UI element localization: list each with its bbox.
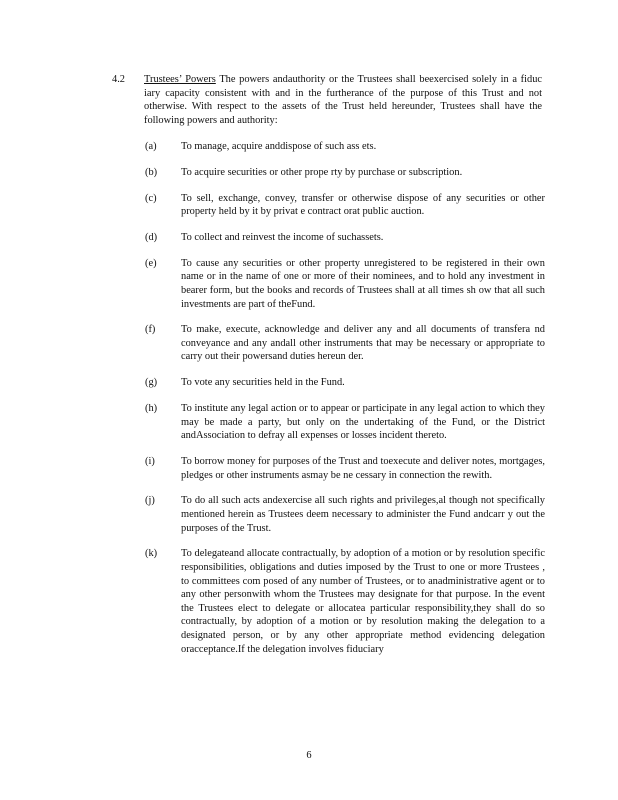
list-item-text: To vote any securities held in the Fund. [181,377,345,389]
list-item-text: To collect and reinvest the income of suchassets. [181,231,384,243]
list-item-text: To make, execute, acknowledge and deliver any and all documents of transfera nd conveyance and any andall other instruments that may be necessary or appropriate to carry out their powersand duties hereun der. [181,324,545,363]
list-item-label: (h) [145,403,158,415]
list-item [145,547,545,656]
list-item-text: To sell, exchange, convey, transfer or otherwise dispose of any securities or other property held by it by privat e contract orat public auction. [181,192,545,218]
list-item [145,376,545,390]
page-number: 6 [306,750,312,761]
section-intro-text: The powers andauthority or the Trustees shall beexercised solely in a fiduc iary capacity consistent with and in the furtherance of the purpose of this Trust and not otherwise. With respect to the assets of the Trust held hereunder, Trustees shall have the following powers and authority: [144,74,542,126]
list-item-label: (g) [145,377,158,389]
section-title: Trustees’ Powers [144,74,216,85]
list-item-text: To do all such acts andexercise all such rights and privileges,al though not specifically mentioned herein as Trustees deem necessary to administer the Fund andcarr y out the purposes of the Trust. [181,495,545,534]
section-intro-paragraph [144,73,542,127]
list-item [145,257,545,311]
list-item-label: (d) [145,231,158,243]
list-item-text: To delegateand allocate contractually, by adoption of a motion or by resolution specific responsibilities, obligations and duties imposed by the Trust to one or more Trustees , to committees com posed of any number of Trustees, or to anadministrative agent or to any other personwith whom the Trustees may designate for that purpose. In the event the Trustees elect to delegate or allocatea particular responsibility,they shall do so contractually, by adoption of a motion or by resolution making the delegation to a designated person, or by any other appropriate method evidencing delegation oracceptance.If the delegation involves fiduciary [181,548,545,655]
list-item [145,192,545,219]
list-item-label: (k) [145,548,158,560]
list-item-label: (b) [145,166,158,178]
section-number: 4.2 [112,74,125,85]
list-item-label: (f) [145,324,156,336]
list-item [145,402,545,443]
powers-list [145,140,545,668]
list-item-text: To cause any securities or other property unregistered to be registered in their own name or in the name of one or more of their nominees, and to hold any investment in bearer form, but the books and records of Trustees shall at all times sh ow that all such investments are part of theFund. [181,257,545,310]
list-item-text: To institute any legal action or to appear or participate in any legal action to which they may be made a party, but only on the undertaking of the Fund, or the District andAssociation to defray all expenses or losses incident thereto. [181,403,545,442]
list-item-label: (c) [145,192,157,204]
list-item [145,455,545,482]
list-item [145,140,545,154]
list-item-label: (e) [145,257,157,269]
list-item [145,323,545,364]
list-item-text: To manage, acquire anddispose of such ass ets. [181,141,377,152]
list-item-text: To borrow money for purposes of the Trust and toexecute and deliver notes, mortgages, pledges or other instruments asmay be ne cessary in connection the rewith. [181,456,545,481]
list-item-label: (a) [145,141,157,152]
list-item-label: (j) [145,495,155,507]
list-item [145,166,545,180]
list-item [145,494,545,535]
list-item [145,231,545,245]
list-item-label: (i) [145,456,155,467]
list-item-text: To acquire securities or other prope rty by purchase or subscription. [181,166,463,178]
section-4-2 [112,73,542,127]
